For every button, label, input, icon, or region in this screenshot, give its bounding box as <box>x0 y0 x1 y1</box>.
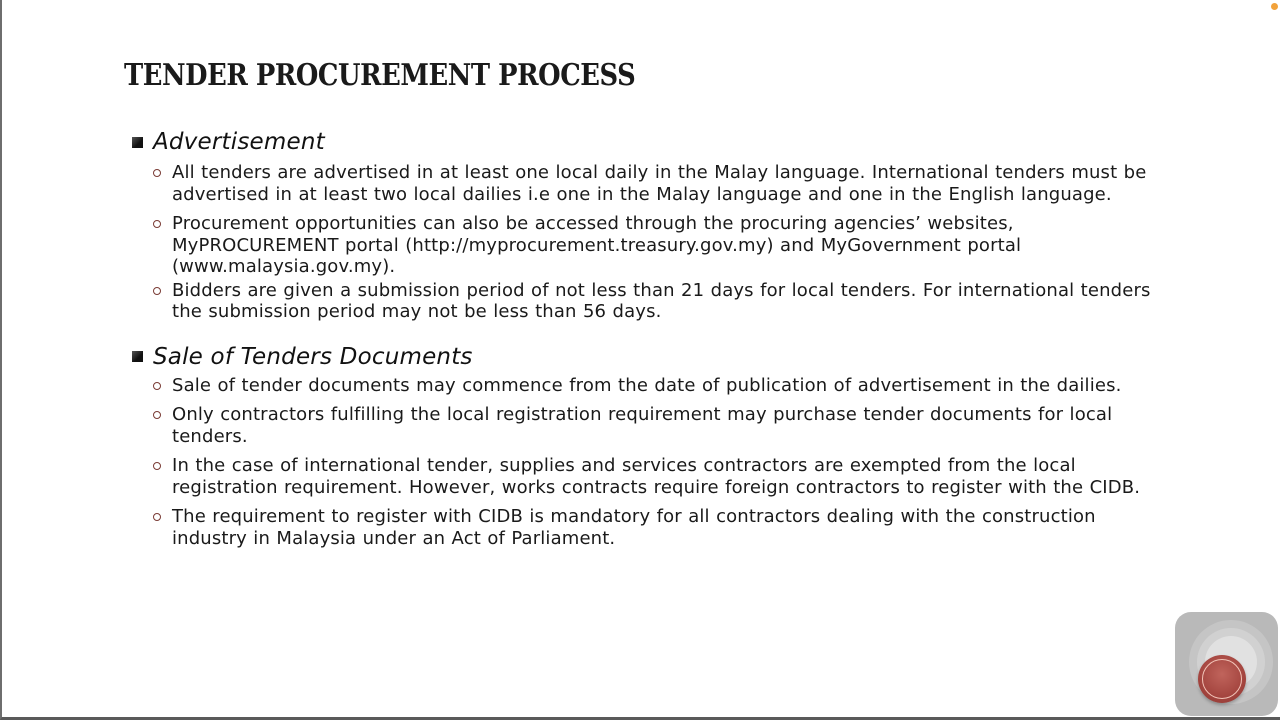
circle-bullet-icon <box>153 462 161 470</box>
list-item-text: Procurement opportunities can also be accessed through the procuring agencies’ websites, MyPROCUREMENT portal (http://myprocurement.treasury.gov.my) and MyGovernment portal (www.malaysia.gov.my). <box>172 213 1022 277</box>
list-item <box>152 213 1170 278</box>
square-bullet-icon <box>132 351 143 362</box>
circle-bullet-icon <box>153 287 161 295</box>
list-item-text: Bidders are given a submission period of not less than 21 days for local tenders. For international tenders the submission period may not be less than 56 days. <box>172 279 1151 322</box>
list-item-text: The requirement to register with CIDB is mandatory for all contractors dealing with the construction industry in Malaysia under an Act of Parliament. <box>172 506 1096 549</box>
recording-status-dot-icon <box>1271 3 1278 10</box>
record-button-ring-icon <box>1202 659 1242 699</box>
list-item-text: Only contractors fulfilling the local registration requirement may purchase tender documents for local tenders. <box>172 404 1113 447</box>
list-item <box>152 280 1170 323</box>
list-item <box>152 375 1170 397</box>
circle-bullet-icon <box>153 513 161 521</box>
circle-bullet-icon <box>153 220 161 228</box>
list-item-text: In the case of international tender, supplies and services contractors are exempted from the local registration requirement. However, works contracts require foreign contractors to register with the CIDB. <box>172 455 1141 498</box>
slide-title: TENDER PROCUREMENT PROCESS <box>124 58 636 93</box>
list-item-text: All tenders are advertised in at least one local daily in the Malay language. International tenders must be advertised in at least two local dailies i.e one in the Malay language and one in the English language. <box>172 162 1147 205</box>
slide-content <box>130 126 1170 549</box>
list-item <box>152 162 1170 205</box>
section-heading <box>130 341 1170 373</box>
list-item <box>152 455 1170 498</box>
section-heading <box>130 126 1170 158</box>
section-heading-text: Advertisement <box>153 129 325 155</box>
circle-bullet-icon <box>153 411 161 419</box>
section-sale-of-tender-documents <box>130 341 1170 550</box>
bullet-list <box>152 375 1170 550</box>
list-item-text: Sale of tender documents may commence from the date of publication of advertisement in the dailies. <box>172 374 1122 396</box>
bullet-list <box>152 162 1170 323</box>
section-heading-text: Sale of Tenders Documents <box>153 343 473 370</box>
record-button-icon[interactable] <box>1198 655 1246 703</box>
list-item <box>152 506 1170 549</box>
list-item <box>152 404 1170 447</box>
screen-recorder-widget[interactable] <box>1175 612 1278 716</box>
square-bullet-icon <box>132 137 143 148</box>
circle-bullet-icon <box>153 169 161 177</box>
circle-bullet-icon <box>153 382 161 390</box>
section-advertisement <box>130 126 1170 323</box>
